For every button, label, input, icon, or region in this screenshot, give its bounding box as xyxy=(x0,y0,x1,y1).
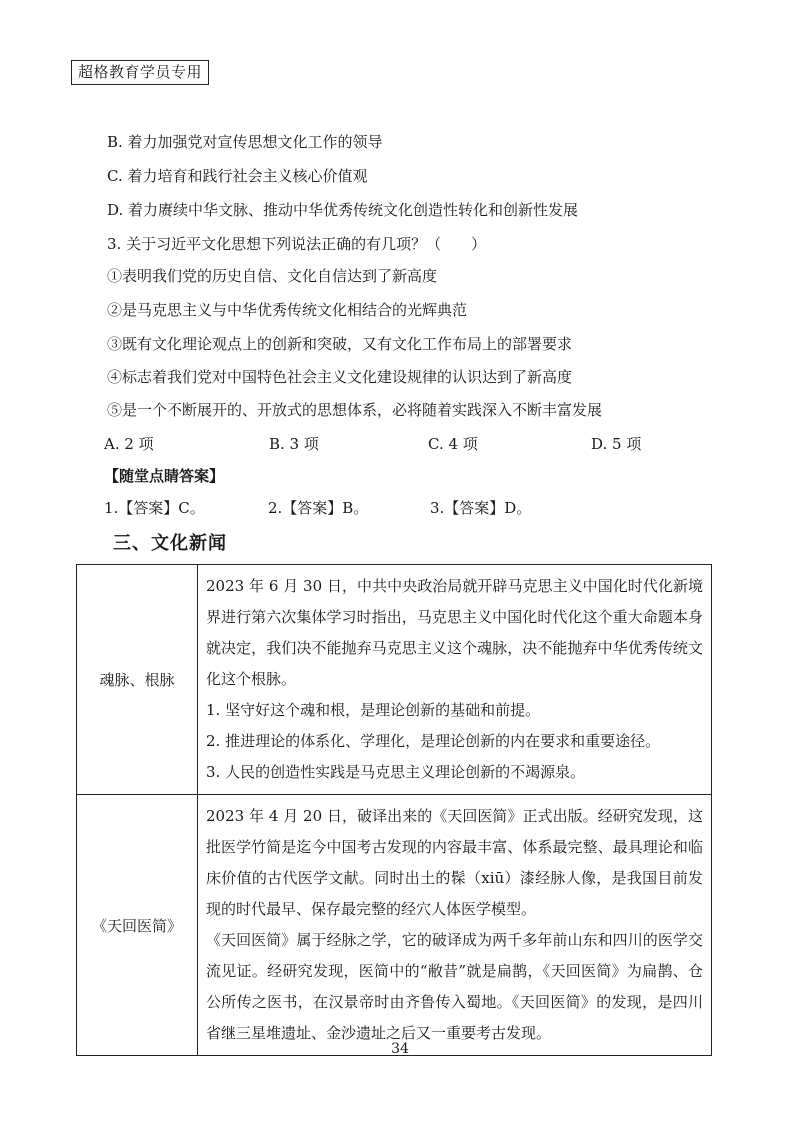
header-label: 超格教育学员专用 xyxy=(71,60,209,85)
section-title: 三、文化新闻 xyxy=(113,533,227,554)
table-row xyxy=(77,565,712,795)
answer-2: 2.【答案】B。 xyxy=(268,499,369,517)
question-3-item-1: ①表明我们党的历史自信、文化自信达到了新高度 xyxy=(107,267,438,285)
news-point: 2. 推进理论的体系化、学理化，是理论创新的内在要求和重要途径。 xyxy=(206,732,661,750)
choice-b: B. 3 项 xyxy=(269,435,319,453)
page-number: 34 xyxy=(391,1041,409,1057)
question-3-stem: 3. 关于习近平文化思想下列说法正确的有几项？（ ） xyxy=(107,235,487,253)
option-d: D. 着力赓续中华文脉、推动中华优秀传统文化创造性转化和创新性发展 xyxy=(107,201,579,219)
news-paragraph: 《天回医简》属于经脉之学，它的破译成为两千多年前山东和四川的医学交流见证。经研究发现，医简中的“敝昔”就是扁鹊，《天回医简》为扁鹊、仓公所传之医书，在汉景帝时由齐鲁传入蜀地。《天回医简》的发现，是四川省继三星堆遗址、金沙遗址之后又一重要考古发现。 xyxy=(206,931,703,1042)
question-3-item-3: ③既有文化理论观点上的创新和突破，又有文化工作布局上的部署要求 xyxy=(107,335,573,353)
news-topic: 魂脉、根脉 xyxy=(77,565,198,795)
news-content xyxy=(198,565,712,795)
option-c: C. 着力培育和践行社会主义核心价值观 xyxy=(107,167,368,185)
news-content xyxy=(198,795,712,1056)
choice-c: C. 4 项 xyxy=(428,435,478,453)
news-point: 3. 人民的创造性实践是马克思主义理论创新的不竭源泉。 xyxy=(206,763,586,781)
choice-a: A. 2 项 xyxy=(104,435,154,453)
question-3-item-4: ④标志着我们党对中国特色社会主义文化建设规律的认识达到了新高度 xyxy=(107,368,573,386)
answer-3: 3.【答案】D。 xyxy=(430,499,532,517)
choice-d: D. 5 项 xyxy=(591,435,642,453)
answer-1: 1.【答案】C。 xyxy=(104,499,205,517)
news-paragraph: 2023 年 4 月 20 日，破译出来的《天回医简》正式出版。经研究发现，这批医学竹简是迄今中国考古发现的内容最丰富、体系最完整、最具理论和临床价值的古代医学文献。同时出土的髹（xiū）漆经脉人像，是我国目前发现的时代最早、保存最完整的经穴人体医学模型。 xyxy=(206,807,703,918)
option-b: B. 着力加强党对宣传思想文化工作的领导 xyxy=(107,133,383,151)
news-topic: 《天回医简》 xyxy=(77,795,198,1056)
question-3-item-2: ②是马克思主义与中华优秀传统文化相结合的光辉典范 xyxy=(107,301,468,319)
answers-heading: 【随堂点睛答案】 xyxy=(104,467,225,485)
news-paragraph: 2023 年 6 月 30 日，中共中央政治局就开辟马克思主义中国化时代化新境界进行第六次集体学习时指出，马克思主义中国化时代化这个重大命题本身就决定，我们决不能抛弃马克思主义这个魂脉，决不能抛弃中华优秀传统文化这个根脉。 xyxy=(206,577,703,688)
table-row xyxy=(77,795,712,1056)
culture-news-table xyxy=(76,564,712,1056)
question-3-item-5: ⑤是一个不断展开的、开放式的思想体系，必将随着实践深入不断丰富发展 xyxy=(107,401,603,419)
news-point: 1. 坚守好这个魂和根，是理论创新的基础和前提。 xyxy=(206,701,541,719)
